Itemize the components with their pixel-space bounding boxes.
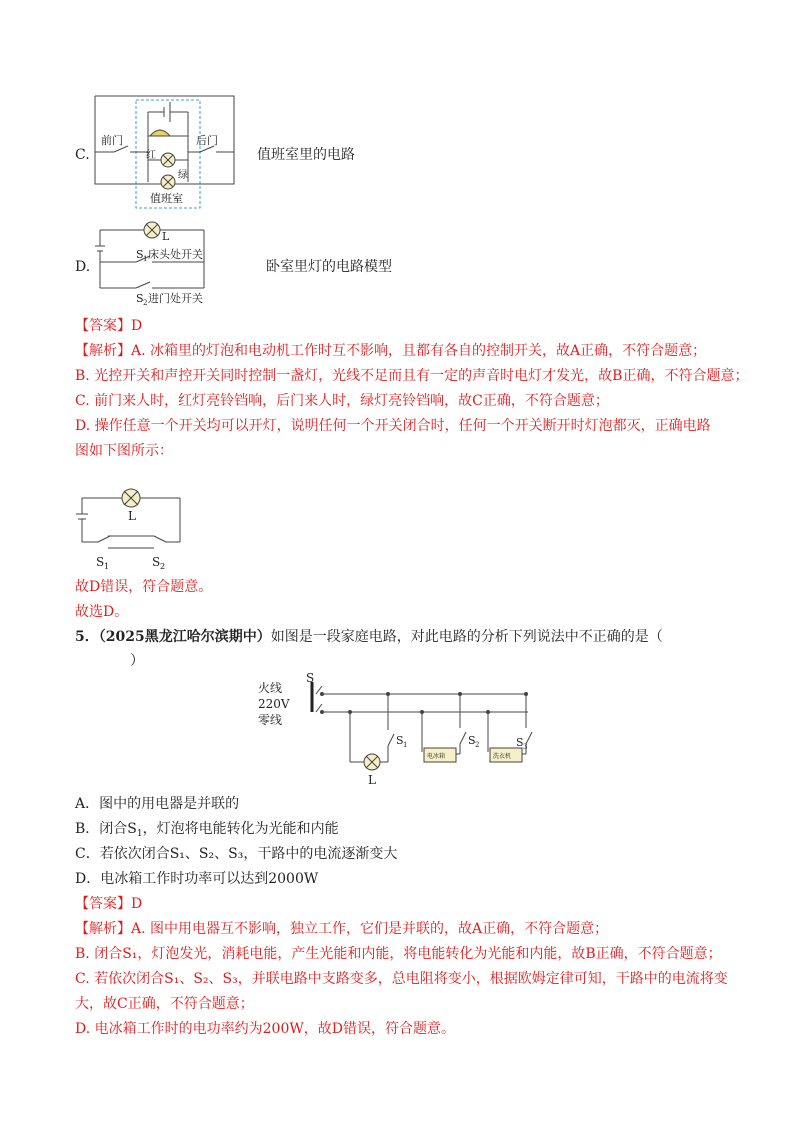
- explanation-tag: 【解析】: [75, 921, 131, 937]
- s1-description: 床头处开关: [148, 248, 203, 261]
- q5-question: 如图是一段家庭电路，对此电路的分析下列说法中不正确的是（: [270, 629, 663, 645]
- q4-explanation-b: B. 光控开关和声控开关同时控制一盏灯，光线不足而且有一定的声音时电灯才发光，故B正确，不符合题意；: [75, 368, 749, 384]
- fig-s2-sub: 2: [160, 562, 166, 570]
- q4-answer: 【答案】D: [75, 318, 143, 334]
- q5-close-paren: ）: [130, 653, 144, 669]
- s1-subscript: 1: [403, 741, 408, 749]
- bedroom-lamp-circuit-diagram: [92, 218, 264, 310]
- live-wire-label: 火线: [258, 681, 283, 695]
- fig-lamp-label: L: [128, 509, 136, 523]
- main-switch-label: S: [306, 672, 315, 685]
- q5-explanation-c-line1: C. 若依次闭合S₁、S₂、S₃，并联电路中支路变多，总电阻将变小，根据欧姆定律可知，干路中的电流将变: [75, 971, 728, 987]
- s2-subscript: 2: [143, 299, 148, 307]
- washer-label: 洗衣机: [493, 753, 512, 760]
- q4-explanation-a: [75, 342, 706, 360]
- option-d-caption: 卧室里灯的电路模型: [266, 259, 392, 275]
- duty-room-label: 值班室: [150, 192, 183, 205]
- q5-explanation-c-line2: 大，故C正确，不符合题意；: [75, 996, 254, 1012]
- explanation-text: A. 冰箱里的灯泡和电动机工作时互不影响，且都有各自的控制开关，故A正确，不符合题意；: [131, 343, 707, 359]
- household-circuit-diagram: [256, 672, 536, 788]
- voltage-label: 220V: [258, 697, 290, 711]
- q5-explanation-b: B. 闭合S₁，灯泡发光，消耗电能，产生光能和内能，将电能转化为光能和内能，故B正确，不符合题意；: [75, 946, 722, 962]
- lamp-label: L: [162, 230, 170, 243]
- s2-description: 进门处开关: [148, 292, 203, 305]
- explanation-tag: 【解析】: [75, 343, 131, 359]
- front-door-label: 前门: [101, 134, 123, 147]
- explanation-text: A. 图中用电器互不影响，独立工作，它们是并联的，故A正确，不符合题意；: [131, 921, 609, 937]
- option-d-label: D.: [75, 259, 91, 275]
- red-lamp-label: 红: [146, 150, 156, 161]
- lamp-label: L: [368, 773, 376, 787]
- s2-label: S: [468, 734, 476, 747]
- fig-s1-label: S: [96, 555, 105, 569]
- q4-choice: 故选D。: [75, 604, 129, 620]
- q4-explanation-d-line2: 图如下图所示：: [75, 443, 173, 459]
- option-b-prefix: B．闭合S: [75, 821, 137, 837]
- neutral-wire-label: 零线: [258, 713, 283, 727]
- back-door-label: 后门: [196, 134, 218, 147]
- q5-option-d: D．电冰箱工作时功率可以达到2000W: [75, 871, 319, 887]
- s2-label: S: [136, 292, 144, 305]
- s2-subscript: 2: [475, 741, 480, 749]
- option-c-label: C.: [75, 147, 90, 163]
- q5-explanation-a: [75, 920, 608, 938]
- fig-s2-label: S: [152, 555, 161, 569]
- q5-explanation-d: D. 电冰箱工作时的电功率约为200W，故D错误，符合题意。: [75, 1021, 455, 1037]
- q5-option-c: C．若依次闭合S₁、S₂、S₃，干路中的电流逐渐变大: [75, 846, 398, 862]
- fig-s1-sub: 1: [104, 562, 110, 570]
- s3-label: S: [516, 736, 524, 749]
- s1-subscript: 1: [143, 255, 148, 263]
- option-b-suffix: ，灯泡将电能转化为光能和内能: [142, 821, 339, 837]
- q5-answer: 【答案】D: [75, 896, 143, 912]
- s1-label: S: [136, 248, 144, 261]
- q4-conclusion: 故D错误，符合题意。: [75, 579, 213, 595]
- q5-number: 5．: [75, 629, 99, 645]
- s3-subscript: 3: [523, 743, 528, 751]
- q5-source: （2025黑龙江哈尔滨期中）: [98, 629, 271, 645]
- q5-option-a: A．图中的用电器是并联的: [75, 796, 240, 812]
- q4-explanation-d-line1: D. 操作任意一个开关均可以开灯，说明任何一个开关闭合时，任何一个开关断开时灯泡都灭，正确电路: [75, 418, 711, 434]
- two-way-switch-circuit-diagram: [68, 478, 192, 570]
- q5-stem: [75, 628, 663, 646]
- duty-room-circuit-diagram: [92, 92, 254, 212]
- s1-label: S: [396, 734, 404, 747]
- q4-explanation-c: C. 前门来人时，红灯亮铃铛响，后门来人时，绿灯亮铃铛响，故C正确，不符合题意；: [75, 393, 609, 409]
- q5-option-b: [75, 820, 339, 843]
- green-lamp-label: 绿: [178, 170, 188, 181]
- fridge-label: 电冰箱: [427, 753, 446, 760]
- option-c-caption: 值班室里的电路: [257, 147, 355, 163]
- option-b-subscript: 1: [136, 829, 143, 839]
